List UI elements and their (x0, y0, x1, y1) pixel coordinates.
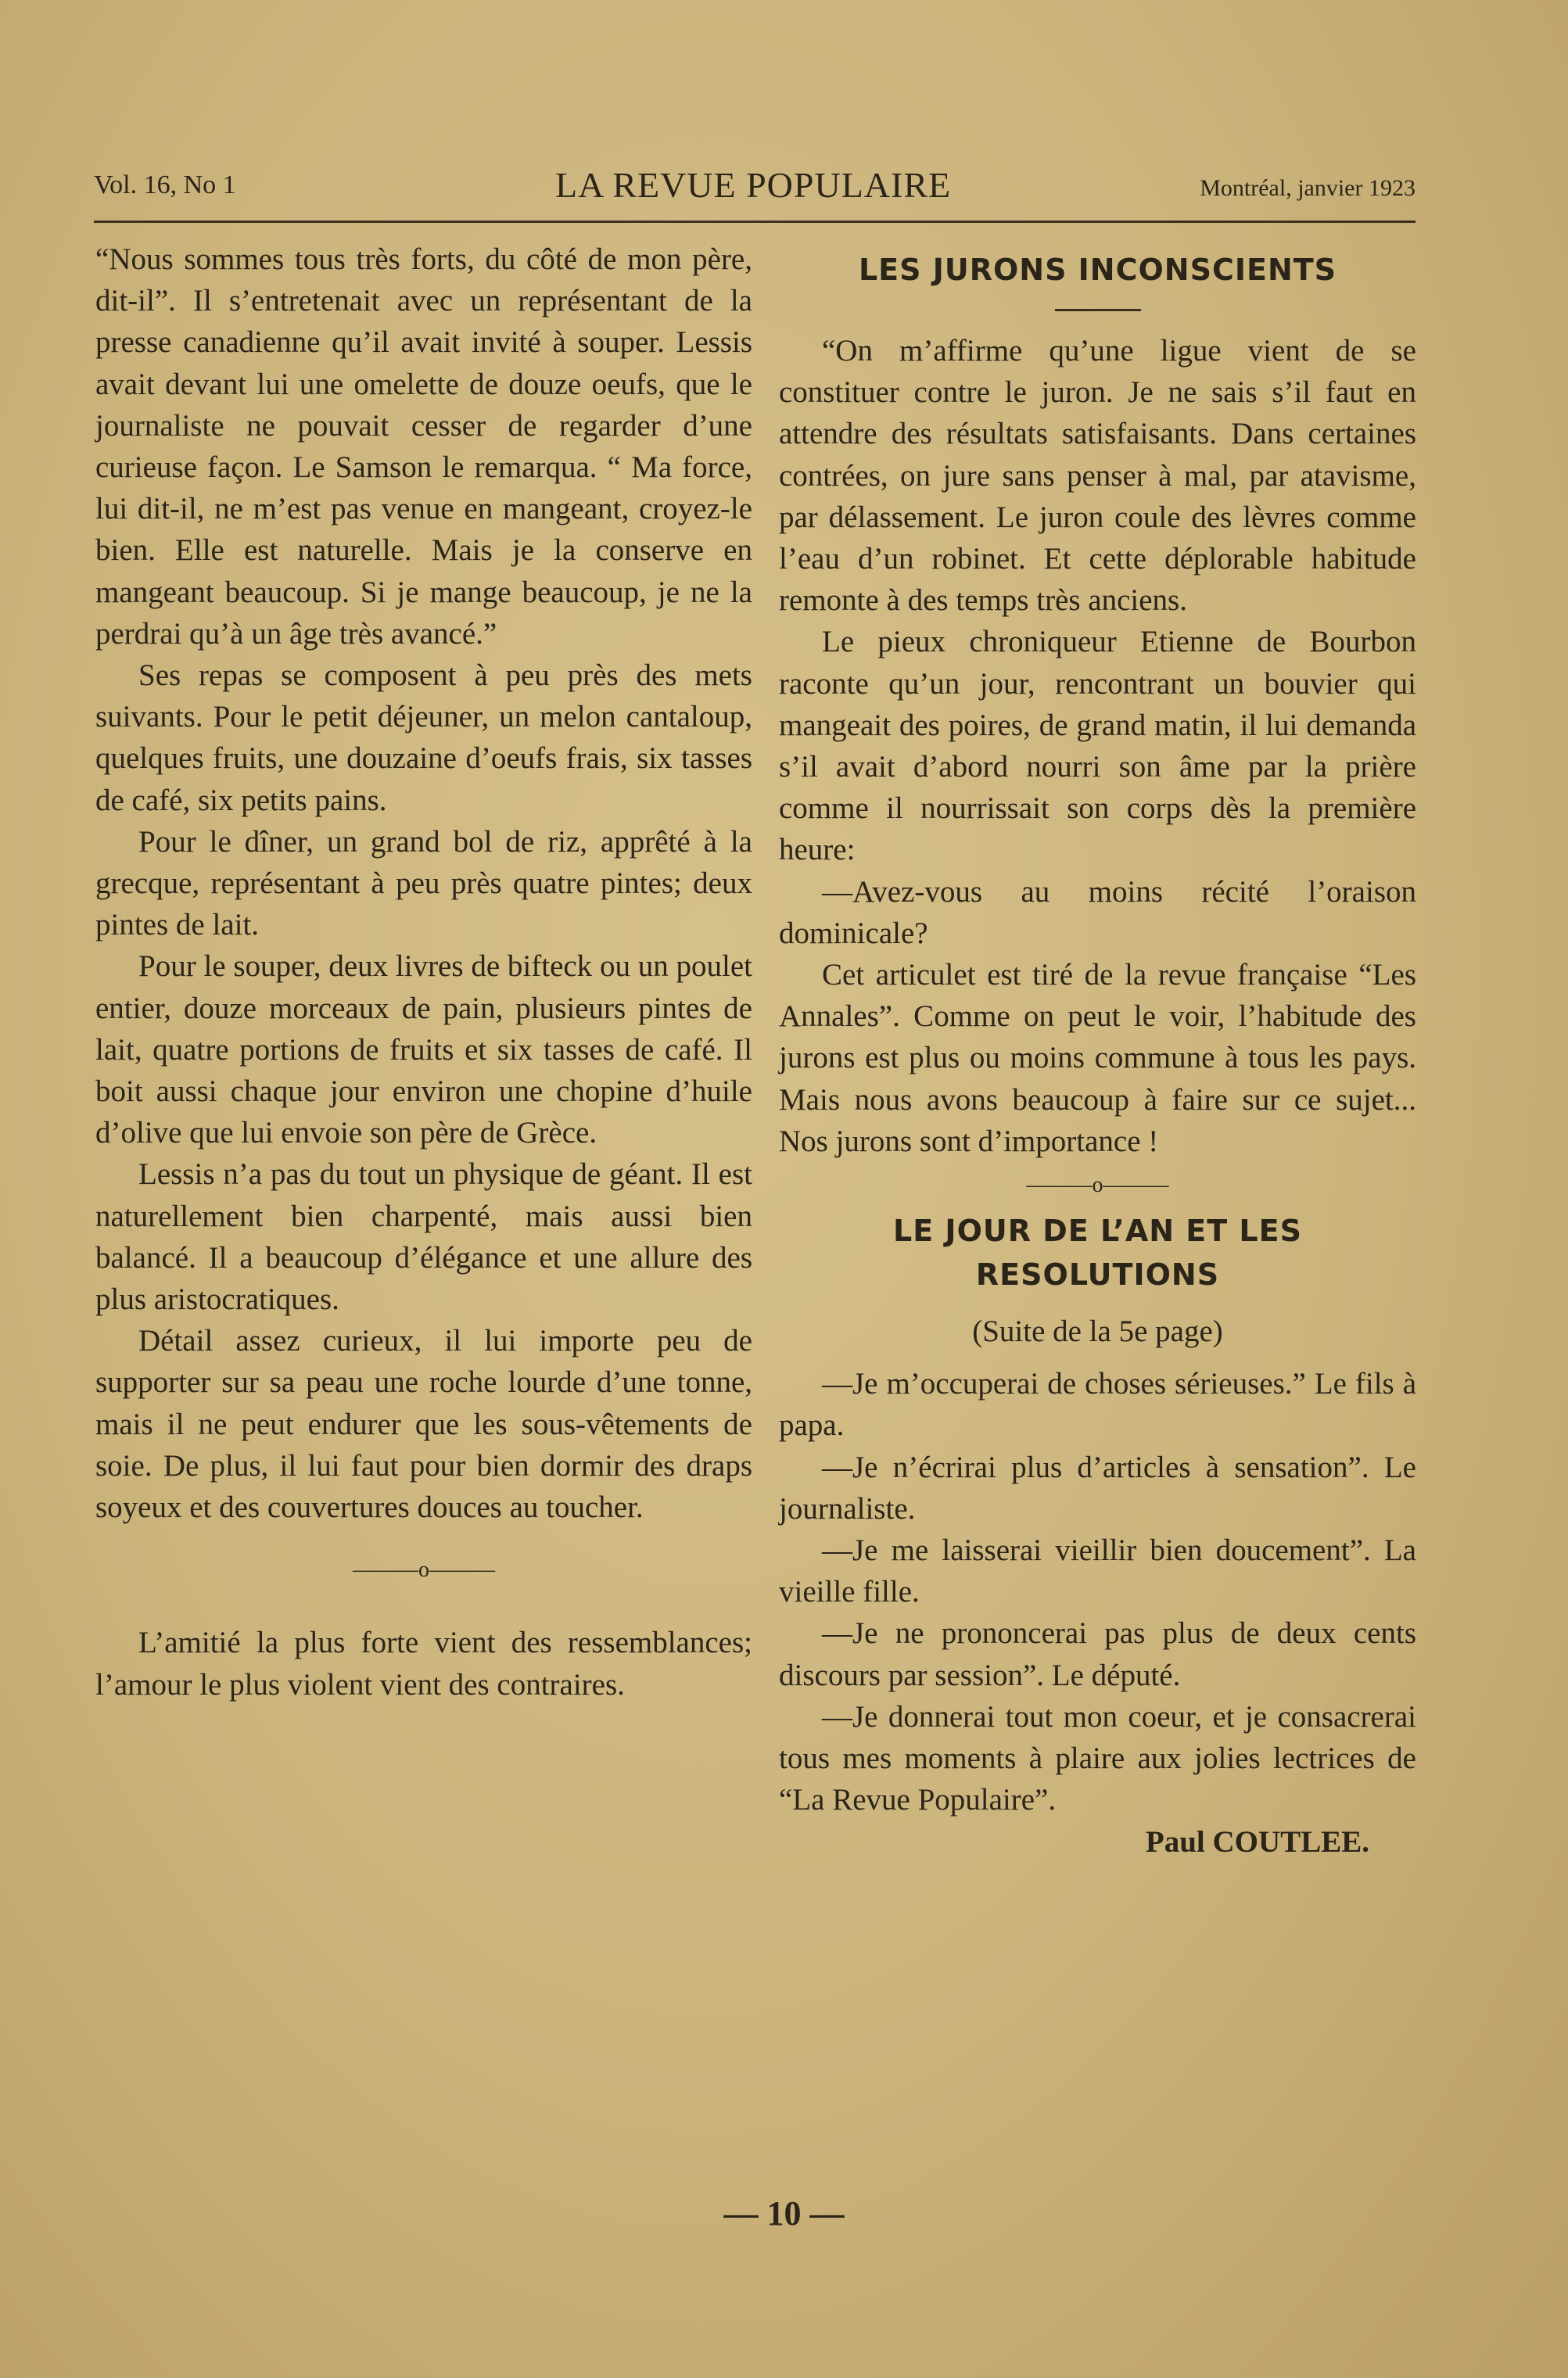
paragraph: Lessis n’a pas du tout un physique de géant. Il est naturellement bien charpenté, mais aussi bien balancé. Il a beaucoup d’élégance et une allure des plus aristocratiques. (95, 1157, 752, 1317)
place-date: Montréal, janvier 1923 (1200, 175, 1416, 201)
paragraph: —Je me laisserai vieillir bien doucement”. La vieille fille. (779, 1533, 1416, 1609)
running-header (94, 164, 1416, 219)
paragraph: —Je ne prononcerai pas plus de deux cents discours par session”. Le député. (779, 1616, 1416, 1692)
publication-title: LA REVUE POPULAIRE (555, 165, 952, 205)
volume-number: Vol. 16, No 1 (94, 170, 236, 199)
paragraph: —Avez-vous au moins récité l’oraison dominicale? (779, 874, 1416, 950)
paragraph: —Je n’écrirai plus d’articles à sensation”. Le journaliste. (779, 1450, 1416, 1526)
article-heading: LE JOUR DE L’AN ET LES RESOLUTIONS (893, 1214, 1302, 1293)
paragraph: Le pieux chroniqueur Etienne de Bourbon raconte qu’un jour, rencontrant un bouvier qui mangeait des poires, de grand matin, il lui demanda s’il avait d’abord nourri son âme par la prière comme il nourrissait son corps dès la première heure: (779, 625, 1416, 867)
paragraph: “On m’affirme qu’une ligue vient de se constituer contre le juron. Je ne sais s’il faut en attendre des résultats satisfaisants. Dans certaines contrées, on jure sans penser à mal, par atavisme, par délassement. Le juron coule des lèvres comme l’eau d’un robinet. Et cette déplorable habitude remonte à des temps très anciens. (779, 334, 1416, 618)
right-column (779, 239, 1416, 1863)
article-subtitle: (Suite de la 5e page) (972, 1315, 1223, 1349)
paragraph: Détail assez curieux, il lui importe peu de supporter sur sa peau une roche lourde d’une tonne, mais il ne peut endurer que les sous-vêtements de soie. De plus, il lui faut pour bien dormir des draps soyeux et des couvertures douces au toucher. (95, 1324, 752, 1525)
section-separator: ———o——— (1026, 1173, 1169, 1198)
section-separator: ———o——— (353, 1558, 495, 1583)
header-rule (94, 221, 1416, 223)
paragraph: —Je m’occuperai de choses sérieuses.” Le fils à papa. (779, 1367, 1416, 1443)
maxim: L’amitié la plus forte vient des ressemblances; l’amour le plus violent vient des contraires. (95, 1626, 752, 1702)
heading-rule (1055, 309, 1141, 311)
paragraph: —Je donnerai tout mon coeur, et je consacrerai tous mes moments à plaire aux jolies lectrices de “La Revue Populaire”. (779, 1699, 1416, 1817)
paragraph: Pour le souper, deux livres de bifteck ou un poulet entier, douze morceaux de pain, plusieurs pintes de lait, quatre portions de fruits et six tasses de café. Il boit aussi chaque jour environ une chopine d’huile d’olive que lui envoie son père de Grèce. (95, 949, 752, 1150)
paragraph: Pour le dîner, un grand bol de riz, apprêté à la grecque, représentant à peu près quatre pintes; deux pintes de lait. (95, 824, 752, 942)
paragraph: Cet articulet est tiré de la revue française “Les Annales”. Comme on peut le voir, l’habitude des jurons est plus ou moins commune à tous les pays. Mais nous avons beaucoup à faire sur ce sujet... Nos jurons sont d’importance ! (779, 958, 1416, 1158)
paragraph: “Nous sommes tous très forts, du côté de mon père, dit-il”. Il s’entretenait avec un représentant de la presse canadienne qu’il avait invité à souper. Lessis avait devant lui une omelette de douze oeufs, que le journaliste ne pouvait cesser de regarder d’une curieuse façon. Le Samson le remarqua. “ Ma force, lui dit-il, ne m’est pas venue en mangeant, croyez-le bien. Elle est naturelle. Mais je la conserve en mangeant beaucoup. Si je mange beaucoup, je ne la perdrai qu’à un âge très avancé.” (95, 242, 752, 651)
article-heading: LES JURONS INCONSCIENTS (858, 253, 1337, 287)
page-number: — 10 — (723, 2194, 845, 2233)
left-column (95, 239, 752, 1705)
paragraph: Ses repas se composent à peu près des mets suivants. Pour le petit déjeuner, un melon cantaloup, quelques fruits, une douzaine d’oeufs frais, six tasses de café, six petits pains. (95, 658, 752, 817)
author-signature: Paul COUTLEE. (1145, 1824, 1369, 1859)
